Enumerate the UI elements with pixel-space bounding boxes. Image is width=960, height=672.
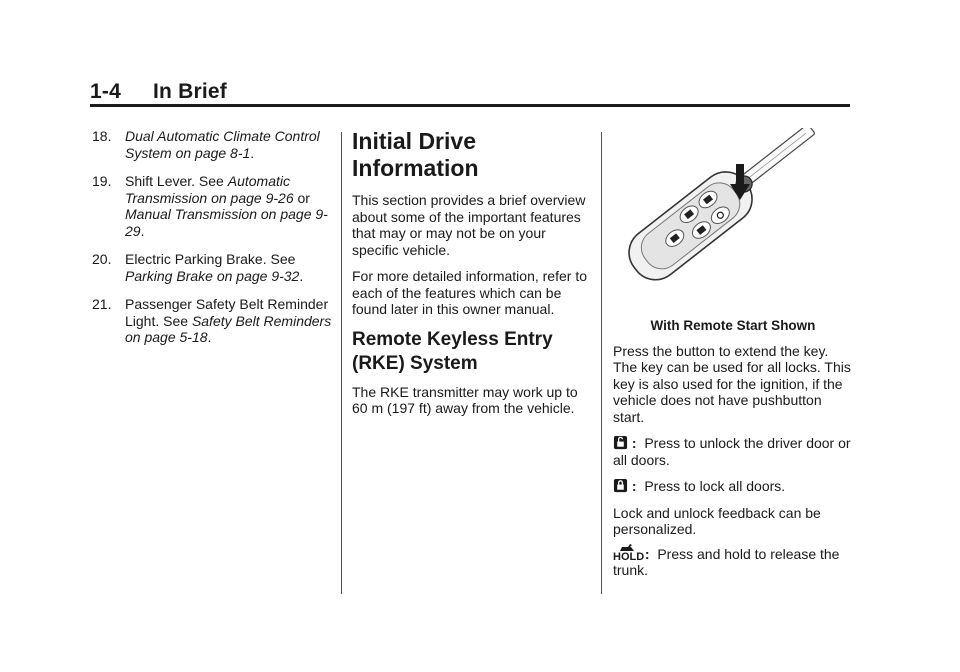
numbered-list	[92, 128, 332, 346]
unlock-colon: :	[631, 435, 637, 451]
trunk-colon: :	[644, 545, 650, 562]
list-item-text: .	[299, 267, 304, 284]
cross-reference: Parking Brake on page 9-32	[125, 267, 300, 284]
unlock-description	[613, 435, 853, 468]
key-fob-illustration	[613, 128, 853, 318]
list-item-text: .	[250, 144, 255, 161]
page-number: 1-4	[90, 80, 121, 103]
paragraph-rke-range: The RKE transmitter may work up to 60 m (197 ft) away from the vehicle.	[352, 383, 578, 416]
cross-reference: Dual Automatic Climate Control System on page 8-1	[125, 128, 320, 161]
trunk-icon	[613, 544, 645, 563]
paragraph-extend-key: Press the button to extend the key. The key can be used for all locks. This key is also used for the ignition, if the vehicle does not have pushbutton start.	[613, 342, 851, 425]
list-item-text: .	[207, 329, 212, 345]
paragraph-feedback: Lock and unlock feedback can be personalized.	[613, 504, 821, 537]
list-item	[92, 173, 332, 239]
figure-caption: With Remote Start Shown	[650, 318, 816, 333]
list-item-number: 21.	[92, 296, 112, 312]
cross-reference: Automatic Transmission on page 9-26	[125, 173, 294, 206]
unlock-icon	[613, 435, 628, 450]
list-item	[92, 296, 332, 346]
header-rule	[90, 104, 850, 107]
list-item-text: Shift Lever. See	[125, 173, 228, 189]
middle-column	[352, 128, 592, 427]
cross-reference: Safety Belt Reminders on page 5-18	[125, 312, 332, 345]
list-item	[92, 251, 332, 284]
trunk-text: Press and hold to release the trunk.	[613, 545, 840, 578]
cross-reference: Manual Transmission on page 9-29	[125, 206, 328, 239]
unlock-text: Press to unlock the driver door or all doors.	[613, 435, 851, 468]
list-item-text: Passenger Safety Belt Reminder Light. See	[125, 296, 329, 329]
down-arrow-icon	[730, 164, 750, 202]
left-column	[92, 128, 332, 358]
list-item-number: 20.	[92, 251, 112, 267]
column-divider-2	[601, 132, 602, 594]
lock-colon: :	[631, 478, 637, 494]
key-fob-icon	[613, 128, 853, 318]
lock-text: Press to lock all doors.	[644, 478, 786, 494]
list-item-number: 18.	[92, 128, 112, 144]
column-divider-1	[341, 132, 342, 594]
list-item-text: .	[140, 222, 145, 239]
hold-label: HOLD	[613, 550, 645, 563]
section-title: In Brief	[153, 80, 227, 103]
heading-rke: Remote Keyless Entry (RKE) System	[352, 328, 553, 374]
list-item-text: Electric Parking Brake. See	[125, 251, 296, 267]
list-item	[92, 128, 332, 161]
list-item-text: or	[293, 189, 310, 206]
paragraph-more-info: For more detailed information, refer to each of the features which can be found later in this owner manual.	[352, 268, 587, 317]
heading-initial-drive: Initial Drive Information	[352, 128, 479, 181]
lock-description	[613, 478, 853, 495]
paragraph-overview: This section provides a brief overview about some of the important features that may or may not be on your specific vehicle.	[352, 192, 586, 258]
page-header	[90, 80, 227, 104]
right-column	[613, 128, 853, 589]
list-item-number: 19.	[92, 173, 112, 189]
lock-icon	[613, 478, 628, 493]
trunk-description	[613, 544, 853, 579]
